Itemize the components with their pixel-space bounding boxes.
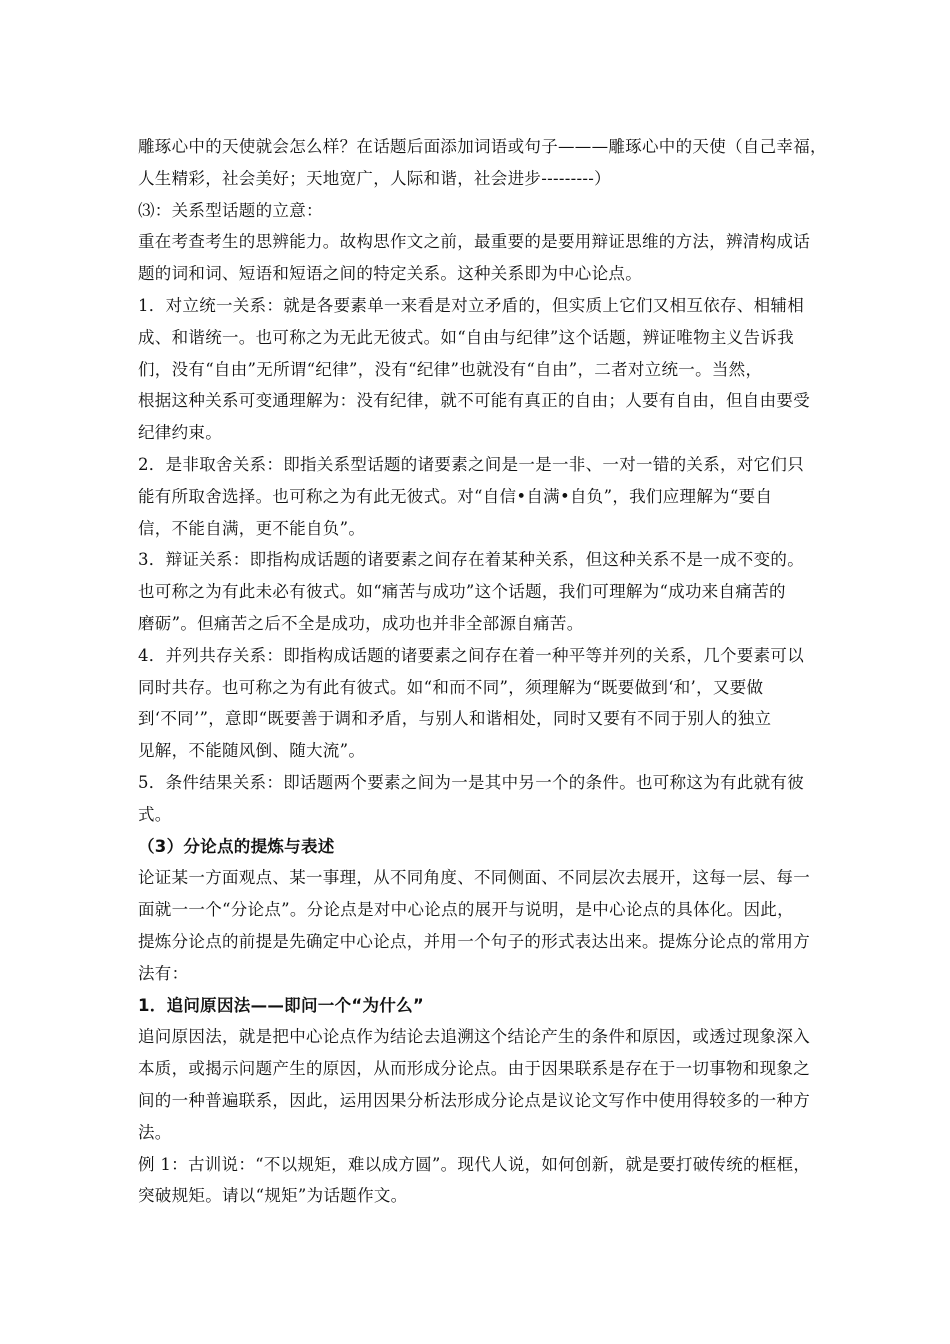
text-line: ⑶：关系型话题的立意：	[138, 200, 323, 220]
text-line: 见解，不能随风倒、随大流”。	[138, 741, 366, 761]
text-line: 磨砺”。但痛苦之后不全是成功，成功也并非全部源自痛苦。	[138, 613, 584, 633]
document-body	[138, 131, 830, 1212]
text-line: 也可称之为有此未必有彼式。如“痛苦与成功”这个话题，我们可理解为“成功来自痛苦的	[138, 582, 786, 602]
text-line: 面就一一个“分论点”。分论点是对中心论点的展开与说明，是中心论点的具体化。因此，	[138, 900, 794, 920]
text-line: 信，不能自满，更不能自负”。	[138, 518, 366, 538]
text-line: 纪律约束。	[138, 423, 222, 443]
text-line: 法有：	[138, 963, 189, 983]
text-line: 提炼分论点的前提是先确定中心论点，并用一个句子的形式表达出来。提炼分论点的常用方	[138, 931, 810, 951]
text-line: 式。	[138, 804, 172, 824]
text-line: 雕琢心中的天使就会怎么样？在话题后面添加词语或句子———雕琢心中的天使（自己幸福，	[138, 137, 827, 156]
text-line: 题的词和词、短语和短语之间的特定关系。这种关系即为中心论点。	[138, 264, 642, 284]
text-line: 能有所取舍选择。也可称之为有此无彼式。对“自信•自满•自负”，我们应理解为“要自	[138, 486, 773, 506]
text-line: 本质，或揭示问题产生的原因，从而形成分论点。由于因果联系是存在于一切事物和现象之	[138, 1059, 810, 1079]
text-line: 重在考查考生的思辨能力。故构思作文之前，最重要的是要用辩证思维的方法，辨清构成话	[138, 232, 810, 252]
text-line: 5．条件结果关系：即话题两个要素之间为一是其中另一个的条件。也可称这为有此就有彼	[138, 772, 804, 792]
text-line: 同时共存。也可称之为有此有彼式。如“和而不同”，须理解为“既要做到‘和’，又要做	[138, 677, 764, 697]
text-line: 到‘不同’”，意即“既要善于调和矛盾，与别人和谐相处，同时又要有不同于别人的独立	[138, 709, 772, 729]
text-line: 人生精彩，社会美好；天地宽广，人际和谐，社会进步---------）	[138, 168, 611, 188]
text-line: 1．对立统一关系：就是各要素单一来看是对立矛盾的，但实质上它们又相互依存、相辅相	[138, 295, 804, 315]
text-line: 间的一种普遍联系，因此，运用因果分析法形成分论点是议论文写作中使用得较多的一种方	[138, 1090, 810, 1110]
text-line: 3．辩证关系：即指构成话题的诸要素之间存在着某种关系，但这种关系不是一成不变的。	[138, 550, 804, 570]
text-line: 例 1：古训说：“不以规矩，难以成方圆”。现代人说，如何创新，就是要打破传统的框框，	[138, 1154, 811, 1174]
section-heading: 1．追问原因法——即问一个“为什么”	[138, 995, 425, 1015]
text-line: 根据这种关系可变通理解为：没有纪律，就不可能有真正的自由；人要有自由，但自由要受	[138, 391, 810, 411]
text-line: 4．并列共存关系：即指构成话题的诸要素之间存在着一种平等并列的关系，几个要素可以	[138, 645, 804, 665]
text-line: 法。	[138, 1122, 172, 1142]
text-line: 们，没有“自由”无所谓“纪律”，没有“纪律”也就没有“自由”，二者对立统一。当然，	[138, 359, 763, 379]
text-line: 突破规矩。请以“规矩”为话题作文。	[138, 1186, 408, 1206]
text-line: 论证某一方面观点、某一事理，从不同角度、不同侧面、不同层次去展开，这每一层、每一	[138, 868, 810, 888]
text-line: 成、和谐统一。也可称之为无此无彼式。如“自由与纪律”这个话题，辨证唯物主义告诉我	[138, 327, 794, 347]
section-heading: （3）分论点的提炼与表述	[138, 836, 335, 856]
text-line: 2．是非取舍关系：即指关系型话题的诸要素之间是一是一非、一对一错的关系，对它们只	[138, 454, 804, 474]
text-line: 追问原因法，就是把中心论点作为结论去追溯这个结论产生的条件和原因，或透过现象深入	[138, 1027, 810, 1047]
